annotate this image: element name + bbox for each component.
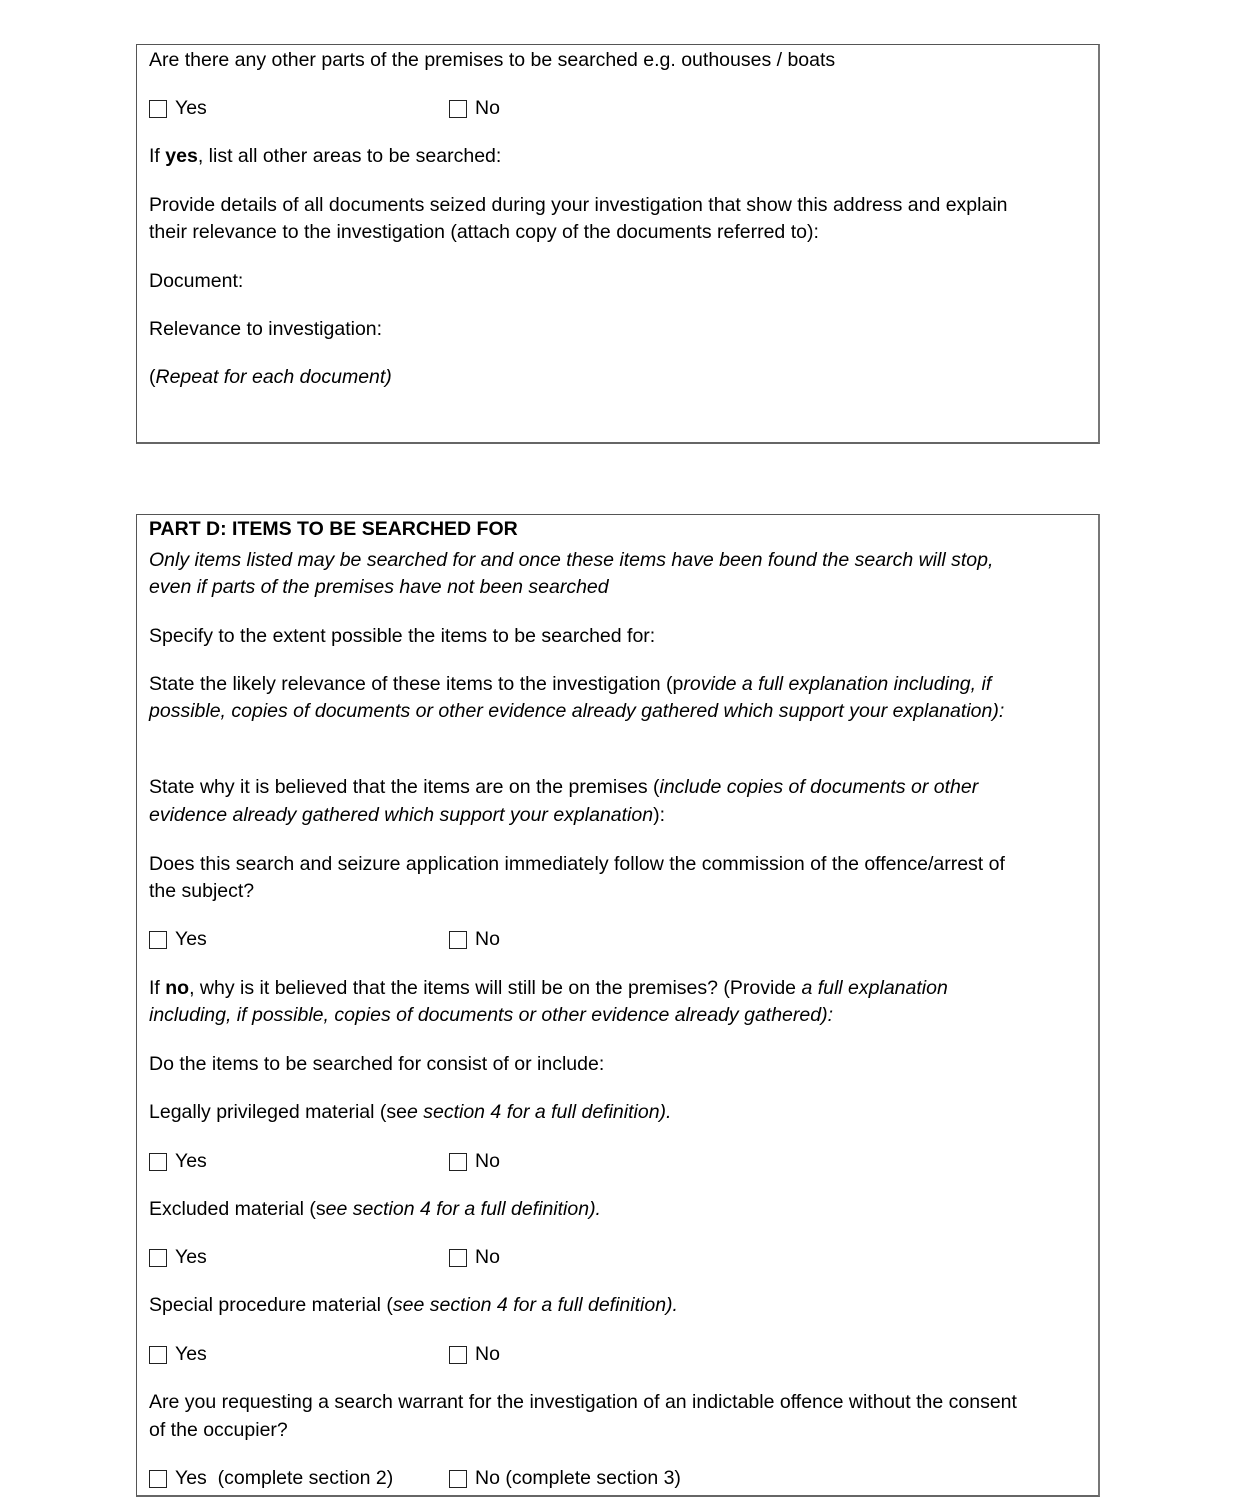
italic-text: see section 4 for a full definition). [392,1294,678,1316]
checkbox-icon[interactable] [149,1346,167,1364]
option-label: Yes (complete section 2) [175,1467,394,1489]
immediate-question-line1: Does this search and seizure application immediately follow the commission of the offence/arrest of [149,853,1005,875]
warrant-yes-option[interactable] [149,1465,393,1492]
special-procedure-label [149,1292,678,1319]
part-c-continued-section [136,44,1100,444]
italic-text: evidence already gathered which support your explanation [149,804,654,826]
excluded-material-label [149,1196,601,1223]
relevance-prompt-line1 [149,671,991,698]
option-label: No [475,1246,500,1268]
part-d-heading: PART D: ITEMS TO BE SEARCHED FOR [149,518,518,540]
immediate-no-option[interactable] [449,926,500,953]
text: Special procedure material ( [149,1294,393,1316]
warrant-no-option[interactable] [449,1465,681,1492]
relevance-prompt-line2: possible, copies of documents or other evidence already gathered which support your explanation): [149,700,1005,722]
legally-privileged-no-option[interactable] [449,1148,500,1175]
italic-text: a full explanation [801,977,948,999]
italic-text: e section 4 for a full definition). [406,1101,672,1123]
relevance-label: Relevance to investigation: [149,318,383,340]
checkbox-icon[interactable] [449,1153,467,1171]
option-label: No (complete section 3) [475,1467,681,1489]
text: State the likely relevance of these items to the investigation (p [149,673,684,695]
option-label: Yes [175,97,207,119]
checkbox-icon[interactable] [449,100,467,118]
special-procedure-no-option[interactable] [449,1341,500,1368]
checkbox-icon[interactable] [449,1346,467,1364]
checkbox-icon[interactable] [449,1249,467,1267]
italic-text: ee section 4 for a full definition). [325,1198,601,1220]
special-procedure-yes-option[interactable] [149,1341,207,1368]
consist-of-prompt: Do the items to be searched for consist of or include: [149,1053,605,1075]
text: ): [653,804,665,826]
option-label: No [475,1343,500,1365]
part-d-section [136,514,1100,1497]
text: If [149,145,166,167]
part-d-note-line2: even if parts of the premises have not been searched [149,576,609,598]
checkbox-icon[interactable] [149,100,167,118]
italic-text: include copies of documents or other [659,776,979,798]
text: State why it is believed that the items are on the premises ( [149,776,660,798]
repeat-note [149,364,392,391]
italic-text: Repeat for each document) [155,366,392,388]
text: , list all other areas to be searched: [197,145,502,167]
documents-instruction-line2: their relevance to the investigation (attach copy of the documents referred to): [149,221,819,243]
believed-prompt-line2 [149,802,665,829]
legally-privileged-label [149,1099,671,1126]
if-no-prompt-line2: including, if possible, copies of documents or other evidence already gathered): [149,1004,833,1026]
part-d-note-line1: Only items listed may be searched for and once these items have been found the search will stop, [149,549,994,571]
checkbox-icon[interactable] [149,1470,167,1488]
other-parts-no-option[interactable] [449,95,500,122]
text: , why is it believed that the items will still be on the premises? (Provide [189,977,802,999]
immediate-yes-option[interactable] [149,926,207,953]
option-label: No [475,928,500,950]
option-label: Yes [175,928,207,950]
if-no-prompt-line1 [149,975,948,1002]
bold-text: no [165,977,190,999]
if-yes-list-areas [149,143,501,170]
warrant-question-line1: Are you requesting a search warrant for the investigation of an indictable offence without the consent [149,1391,1017,1413]
immediate-question-line2: the subject? [149,880,255,902]
bold-text: yes [165,145,198,167]
excluded-material-yes-option[interactable] [149,1244,207,1271]
checkbox-icon[interactable] [149,1249,167,1267]
text: Excluded material (s [149,1198,326,1220]
text: Legally privileged material (se [149,1101,407,1123]
checkbox-icon[interactable] [449,931,467,949]
option-label: Yes [175,1343,207,1365]
excluded-material-no-option[interactable] [449,1244,500,1271]
checkbox-icon[interactable] [449,1470,467,1488]
text: If [149,977,166,999]
other-parts-yes-option[interactable] [149,95,207,122]
checkbox-icon[interactable] [149,1153,167,1171]
text: ( [149,366,156,388]
italic-text: rovide a full explanation including, if [683,673,992,695]
specify-items-prompt: Specify to the extent possible the items to be searched for: [149,625,656,647]
option-label: Yes [175,1246,207,1268]
checkbox-icon[interactable] [149,931,167,949]
option-label: Yes [175,1150,207,1172]
warrant-question-line2: of the occupier? [149,1419,288,1441]
option-label: No [475,97,500,119]
option-label: No [475,1150,500,1172]
believed-prompt-line1 [149,774,978,801]
other-parts-question: Are there any other parts of the premises to be searched e.g. outhouses / boats [149,49,836,71]
documents-instruction-line1: Provide details of all documents seized during your investigation that show this address and explain [149,194,1008,216]
legally-privileged-yes-option[interactable] [149,1148,207,1175]
document-label: Document: [149,270,244,292]
